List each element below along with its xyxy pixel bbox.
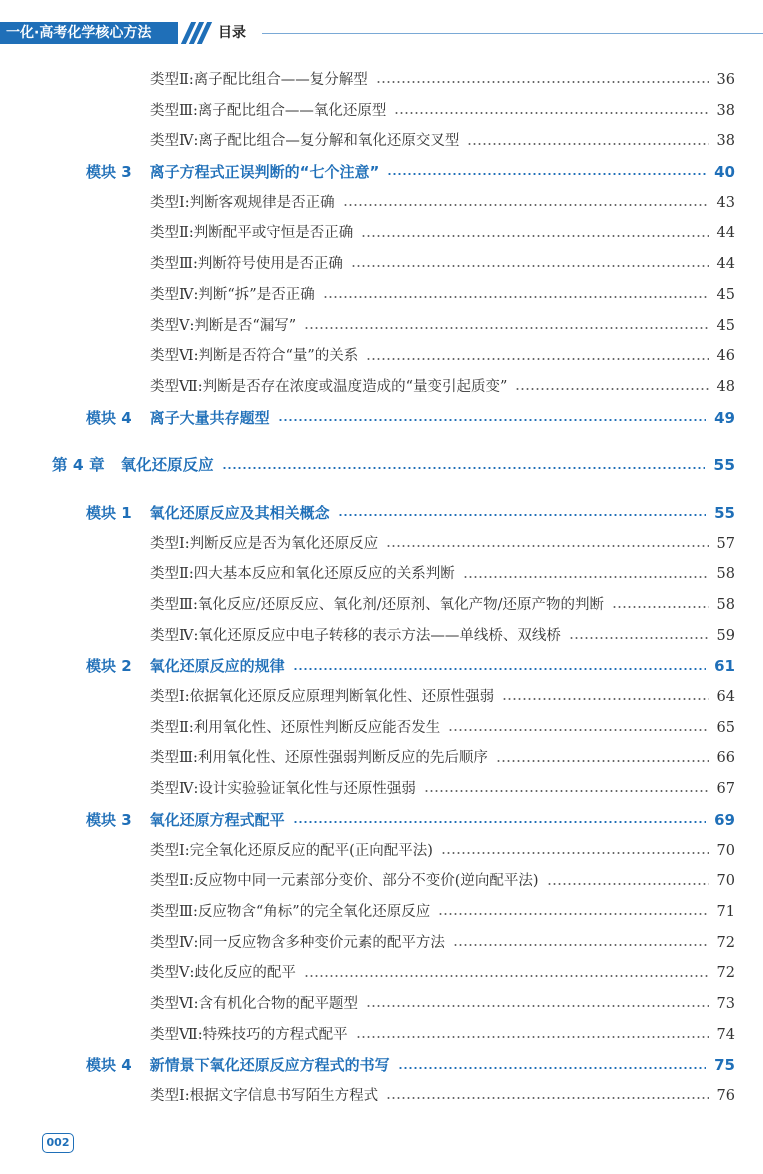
- toc-entry-title: 类型Ⅲ:利用氧化性、还原性强弱判断反应的先后顺序: [150, 750, 488, 767]
- toc-entry-title: 类型Ⅰ:依据氧化还原反应原理判断氧化性、还原性强弱: [150, 689, 495, 706]
- toc-entry-page-number: 71: [716, 903, 735, 920]
- toc-entry-title: 类型Ⅱ:判断配平或守恒是否正确: [150, 225, 354, 242]
- toc-entry-page-number: 46: [716, 348, 735, 365]
- toc-entry-page-number: 48: [716, 378, 735, 395]
- toc-entry-title: 氧化还原方程式配平: [149, 810, 285, 829]
- toc-entry-page-number: 57: [716, 535, 735, 552]
- toc-entry-type[interactable]: [0, 1020, 763, 1051]
- toc-entry-page-number: 70: [716, 873, 735, 890]
- toc-spacer: [0, 433, 763, 450]
- toc-entry-type[interactable]: [0, 774, 763, 805]
- toc-entry-number: 模块 4: [86, 408, 132, 427]
- toc-entry-title: 类型Ⅱ:四大基本反应和氧化还原反应的关系判断: [150, 566, 455, 583]
- dot-leader: [387, 173, 706, 175]
- toc-entry-type[interactable]: [0, 897, 763, 928]
- toc-entry-title: 类型Ⅱ:反应物中同一元素部分变价、部分不变价(逆向配平法): [150, 873, 539, 890]
- page-header: [0, 22, 763, 48]
- section-title: 目录: [218, 25, 246, 41]
- toc-entry-page-number: 36: [716, 72, 735, 88]
- dot-leader: [366, 358, 708, 360]
- toc-entry-page-number: 72: [716, 965, 735, 982]
- toc-entry-page-number: 76: [716, 1088, 735, 1104]
- toc-entry-type[interactable]: [0, 96, 763, 127]
- table-of-contents: [0, 65, 763, 1112]
- toc-entry-type[interactable]: [0, 559, 763, 590]
- toc-entry-number: 模块 3: [86, 163, 132, 182]
- dot-leader: [453, 944, 709, 946]
- toc-entry-page-number: 49: [714, 408, 735, 427]
- toc-entry-chapter[interactable]: [0, 450, 763, 481]
- toc-entry-page-number: 59: [716, 627, 735, 644]
- toc-entry-type[interactable]: [0, 743, 763, 774]
- toc-entry-page-number: 38: [716, 133, 735, 150]
- toc-entry-title: 类型Ⅴ:歧化反应的配平: [150, 965, 296, 982]
- dot-leader: [467, 143, 708, 145]
- toc-entry-module[interactable]: [0, 805, 763, 836]
- toc-entry-type[interactable]: [0, 1081, 763, 1112]
- toc-entry-page-number: 55: [713, 456, 735, 475]
- dot-leader: [343, 204, 709, 206]
- toc-entry-title: 类型Ⅵ:判断是否符合“量”的关系: [150, 348, 359, 365]
- toc-entry-title: 类型Ⅳ:判断“拆”是否正确: [150, 286, 315, 303]
- dot-leader: [323, 296, 709, 298]
- toc-entry-title: 新情景下氧化还原反应方程式的书写: [149, 1056, 390, 1075]
- dot-leader: [438, 913, 708, 915]
- toc-entry-module[interactable]: [0, 157, 763, 188]
- toc-spacer: [0, 481, 763, 498]
- toc-entry-title: 类型Ⅱ:利用氧化性、还原性判断反应能否发生: [150, 719, 441, 736]
- toc-entry-page-number: 55: [714, 503, 735, 522]
- dot-leader: [222, 467, 706, 469]
- toc-entry-type[interactable]: [0, 188, 763, 219]
- book-title-tab: 一化·高考化学核心方法: [0, 22, 178, 44]
- toc-entry-page-number: 70: [716, 842, 735, 859]
- toc-entry-title: 类型Ⅳ:离子配比组合—复分解和氧化还原交叉型: [150, 133, 460, 150]
- dot-leader: [366, 1005, 709, 1007]
- dot-leader: [386, 1097, 708, 1099]
- toc-entry-title: 类型Ⅰ:判断反应是否为氧化还原反应: [150, 535, 379, 552]
- toc-entry-title: 离子大量共存题型: [149, 408, 270, 427]
- toc-entry-page-number: 43: [716, 194, 735, 211]
- toc-entry-type[interactable]: [0, 280, 763, 311]
- toc-entry-title: 氧化还原反应及其相关概念: [149, 503, 330, 522]
- dot-leader: [278, 419, 706, 421]
- toc-entry-page-number: 72: [716, 934, 735, 951]
- dot-leader: [612, 606, 709, 608]
- toc-entry-type[interactable]: [0, 249, 763, 280]
- toc-entry-number: 第 4 章: [52, 456, 105, 475]
- dot-leader: [502, 698, 708, 700]
- toc-entry-page-number: 66: [716, 750, 735, 767]
- toc-entry-title: 类型Ⅰ:判断客观规律是否正确: [150, 194, 335, 211]
- toc-entry-page-number: 45: [716, 317, 735, 334]
- toc-entry-type[interactable]: [0, 958, 763, 989]
- toc-entry-type[interactable]: [0, 218, 763, 249]
- toc-entry-title: 类型Ⅱ:离子配比组合——复分解型: [150, 72, 368, 88]
- toc-entry-page-number: 73: [716, 995, 735, 1012]
- toc-entry-number: 模块 1: [86, 503, 132, 522]
- toc-entry-title: 类型Ⅶ:特殊技巧的方程式配平: [150, 1026, 348, 1043]
- toc-entry-module[interactable]: [0, 403, 763, 434]
- dot-leader: [569, 637, 709, 639]
- toc-entry-type[interactable]: [0, 713, 763, 744]
- dot-leader: [304, 327, 708, 329]
- dot-leader: [386, 545, 708, 547]
- toc-entry-number: 模块 4: [86, 1056, 132, 1075]
- toc-entry-number: 模块 2: [86, 657, 132, 676]
- toc-entry-page-number: 75: [714, 1056, 735, 1075]
- toc-entry-type[interactable]: [0, 682, 763, 713]
- dot-leader: [398, 1067, 706, 1069]
- toc-entry-title: 类型Ⅳ:氧化还原反应中电子转移的表示方法——单线桥、双线桥: [150, 627, 561, 644]
- toc-entry-title: 类型Ⅳ:同一反应物含多种变价元素的配平方法: [150, 934, 445, 951]
- toc-entry-title: 氧化还原反应: [120, 456, 214, 475]
- toc-entry-page-number: 64: [716, 689, 735, 706]
- toc-entry-page-number: 45: [716, 286, 735, 303]
- toc-entry-type[interactable]: [0, 836, 763, 867]
- toc-entry-page-number: 58: [716, 566, 735, 583]
- toc-entry-title: 类型Ⅲ:氧化反应/还原反应、氧化剂/还原剂、氧化产物/还原产物的判断: [150, 597, 605, 613]
- toc-entry-module[interactable]: [0, 498, 763, 529]
- toc-entry-page-number: 61: [714, 657, 735, 676]
- toc-entry-title: 类型Ⅰ:完全氧化还原反应的配平(正向配平法): [150, 842, 433, 859]
- dot-leader: [441, 852, 709, 854]
- dot-leader: [293, 821, 706, 823]
- toc-entry-title: 类型Ⅲ:反应物含“角标”的完全氧化还原反应: [150, 903, 431, 920]
- toc-entry-type[interactable]: [0, 311, 763, 342]
- dot-leader: [547, 883, 709, 885]
- dot-leader: [351, 265, 709, 267]
- toc-entry-title: 类型Ⅲ:判断符号使用是否正确: [150, 256, 343, 273]
- toc-entry-title: 类型Ⅳ:设计实验验证氧化性与还原性强弱: [150, 781, 416, 798]
- toc-entry-title: 离子方程式正误判断的“七个注意”: [149, 163, 380, 182]
- toc-entry-title: 类型Ⅶ:判断是否存在浓度或温度造成的“量变引起质变”: [150, 378, 508, 395]
- toc-entry-title: 氧化还原反应的规律: [149, 657, 285, 676]
- toc-entry-title: 类型Ⅰ:根据文字信息书写陌生方程式: [150, 1088, 379, 1104]
- toc-entry-type[interactable]: [0, 126, 763, 157]
- dot-leader: [448, 729, 708, 731]
- toc-entry-page-number: 40: [714, 163, 735, 182]
- dot-leader: [394, 112, 708, 114]
- toc-entry-page-number: 58: [716, 597, 735, 613]
- toc-entry-number: 模块 3: [86, 810, 132, 829]
- toc-entry-page-number: 65: [716, 719, 735, 736]
- toc-entry-type[interactable]: [0, 372, 763, 403]
- dot-leader: [293, 668, 706, 670]
- toc-entry-page-number: 67: [716, 781, 735, 798]
- toc-entry-module[interactable]: [0, 1050, 763, 1081]
- dot-leader: [515, 388, 708, 390]
- header-rule: [262, 33, 763, 34]
- toc-entry-type[interactable]: [0, 590, 763, 621]
- dot-leader: [496, 760, 709, 762]
- toc-entry-type[interactable]: [0, 529, 763, 560]
- toc-entry-title: 类型Ⅵ:含有机化合物的配平题型: [150, 995, 358, 1012]
- toc-entry-type[interactable]: [0, 928, 763, 959]
- page-number-badge: 002: [42, 1133, 74, 1153]
- dot-leader: [376, 81, 709, 83]
- toc-entry-type[interactable]: [0, 65, 763, 96]
- toc-entry-page-number: 74: [716, 1026, 735, 1043]
- toc-entry-page-number: 38: [716, 102, 735, 119]
- toc-entry-type[interactable]: [0, 866, 763, 897]
- toc-entry-type[interactable]: [0, 989, 763, 1020]
- dot-leader: [463, 576, 709, 578]
- toc-entry-type[interactable]: [0, 341, 763, 372]
- toc-entry-type[interactable]: [0, 621, 763, 652]
- toc-entry-title: 类型Ⅲ:离子配比组合——氧化还原型: [150, 102, 387, 119]
- toc-entry-page-number: 69: [714, 810, 735, 829]
- toc-entry-title: 类型Ⅴ:判断是否“漏写”: [150, 317, 297, 334]
- toc-entry-module[interactable]: [0, 651, 763, 682]
- dot-leader: [424, 790, 709, 792]
- toc-entry-page-number: 44: [716, 225, 735, 242]
- dot-leader: [338, 514, 706, 516]
- dot-leader: [304, 975, 709, 977]
- dot-leader: [356, 1036, 709, 1038]
- dot-leader: [361, 235, 708, 237]
- toc-entry-page-number: 44: [716, 256, 735, 273]
